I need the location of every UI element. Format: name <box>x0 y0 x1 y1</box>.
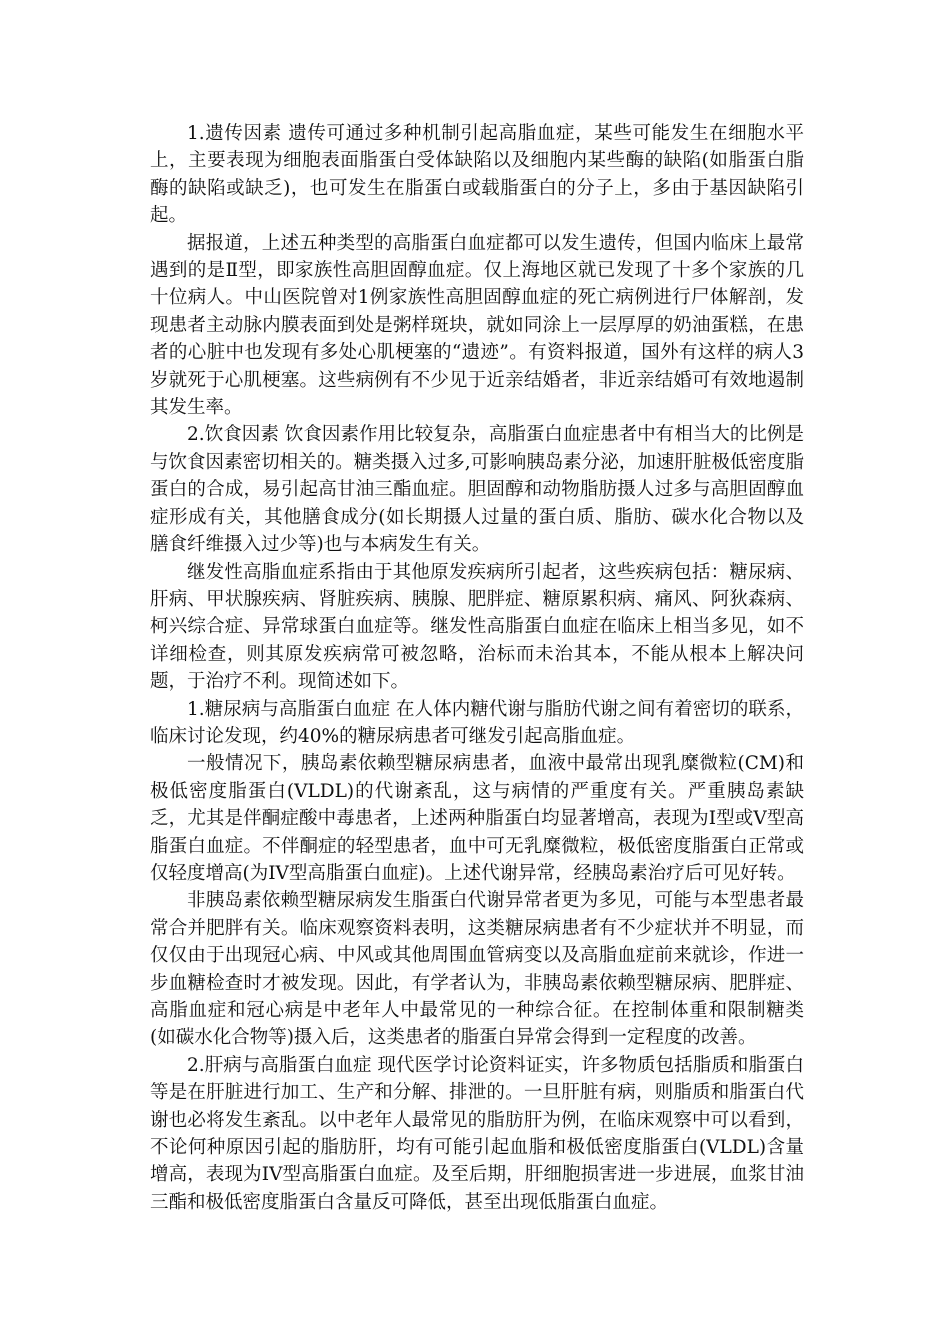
paragraph-genetic-factors: 1.遗传因素 遗传可通过多种机制引起高脂血症，某些可能发生在细胞水平上，主要表现为细胞表面脂蛋白受体缺陷以及细胞内某些酶的缺陷(如脂蛋白脂酶的缺陷或缺乏)，也可发生在脂蛋白或载脂蛋白的分子上，多由于基因缺陷引起。 <box>150 123 804 227</box>
paragraph-secondary-hyperlipidemia: 继发性高脂血症系指由于其他原发疾病所引起者，这些疾病包括：糖尿病、肝病、甲状腺疾病、肾脏疾病、胰腺、肥胖症、糖原累积病、痛风、阿狄森病、柯兴综合症、异常球蛋白血症等。继发性高脂蛋白血症在临床上相当多见，如不详细检查，则其原发疾病常可被忽略，治标而未治其本，不能从根本上解决问题，于治疗不利。现简述如下。 <box>150 561 804 693</box>
paragraph-non-insulin-dependent-diabetes: 非胰岛素依赖型糖尿病发生脂蛋白代谢异常者更为多见，可能与本型患者最常合并肥胖有关。临床观察资料表明，这类糖尿病患者有不少症状并不明显，而仅仅由于出现冠心病、中风或其他周围血管病变以及高脂血症前来就诊，作进一步血糖检查时才被发现。因此，有学者认为，非胰岛素依赖型糖尿病、肥胖症、高脂血症和冠心病是中老年人中最常见的一种综合征。在控制体重和限制糖类(如碳水化合物等)摄入后，这类患者的脂蛋白异常会得到一定程度的改善。 <box>150 890 804 1049</box>
paragraph-diabetes-hyperlipoproteinemia: 1.糖尿病与高脂蛋白血症 在人体内糖代谢与脂肪代谢之间有着密切的联系，临床讨论发现，约40%的糖尿病患者可继发引起高脂血症。 <box>150 698 804 747</box>
paragraph-familial-hypercholesterolemia: 据报道，上述五种类型的高脂蛋白血症都可以发生遗传，但国内临床上最常遇到的是Ⅱ型，即家族性高胆固醇血症。仅上海地区就已发现了十多个家族的几十位病人。中山医院曾对1例家族性高胆固醇血症的死亡病例进行尸体解剖，发现患者主动脉内膜表面到处是粥样斑块，就如同涂上一层厚厚的奶油蛋糕，在患者的心脏中也发现有多处心肌梗塞的“遗迹”。有资料报道，国外有这样的病人3岁就死于心肌梗塞。这些病例有不少见于近亲结婚者，非近亲结婚可有效地遏制其发生率。 <box>150 232 804 419</box>
paragraph-insulin-dependent-diabetes: 一般情况下，胰岛素依赖型糖尿病患者，血液中最常出现乳糜微粒(CM)和极低密度脂蛋白(VLDL)的代谢紊乱，这与病情的严重度有关。严重胰岛素缺乏，尤其是伴酮症酸中毒患者，上述两种脂蛋白均显著增高，表现为I型或V型高脂蛋白血症。不伴酮症的轻型患者，血中可无乳糜微粒，极低密度脂蛋白正常或仅轻度增高(为IV型高脂蛋白血症)。上述代谢异常，经胰岛素治疗后可见好转。 <box>150 753 804 884</box>
paragraph-dietary-factors: 2.饮食因素 饮食因素作用比较复杂，高脂蛋白血症患者中有相当大的比例是与饮食因素密切相关的。糖类摄入过多,可影响胰岛素分泌，加速肝脏极低密度脂蛋白的合成，易引起高甘油三酯血症。胆固醇和动物脂肪摄人过多与高胆固醇血症形成有关，其他膳食成分(如长期摄人过量的蛋白质、脂肪、碳水化合物以及膳食纤维摄入过少等)也与本病发生有关。 <box>150 424 804 556</box>
paragraph-liver-disease-hyperlipoproteinemia: 2.肝病与高脂蛋白血症 现代医学讨论资料证实，许多物质包括脂质和脂蛋白等是在肝脏进行加工、生产和分解、排泄的。一旦肝脏有病，则脂质和脂蛋白代谢也必将发生紊乱。以中老年人最常见的脂肪肝为例，在临床观察中可以看到，不论何种原因引起的脂肪肝，均有可能引起血脂和极低密度脂蛋白(VLDL)含量增高，表现为IV型高脂蛋白血症。及至后期，肝细胞损害进一步进展，血浆甘油三酯和极低密度脂蛋白含量反可降低，甚至出现低脂蛋白血症。 <box>150 1054 804 1213</box>
document-body <box>150 120 804 1216</box>
